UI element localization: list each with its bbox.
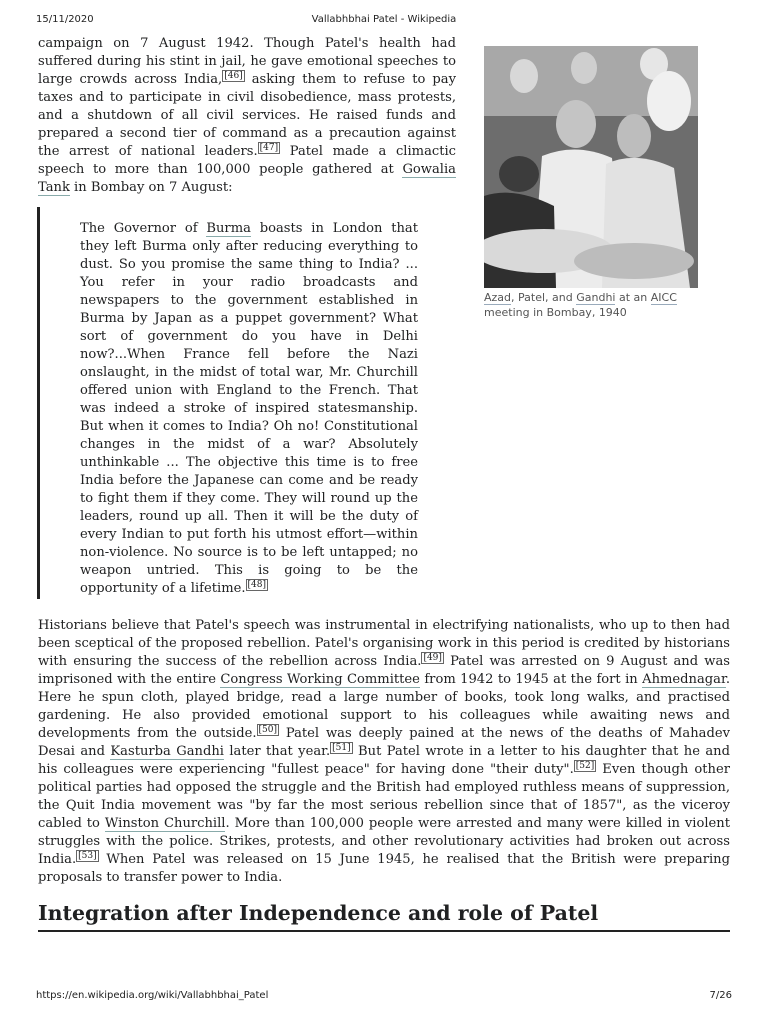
citation-52[interactable]: [52] (575, 760, 595, 771)
link-gowalia-tank[interactable]: Gowalia Tank (38, 162, 456, 195)
section-heading: Integration after Independence and role of Patel (38, 900, 730, 932)
speech-blockquote (37, 207, 420, 599)
photo-illustration (484, 46, 698, 288)
print-date: 15/11/2020 (36, 14, 94, 25)
text-run: Even though other political parties had opposed the struggle and the British had employed ruthless means of suppression, the Quit India movement was "by far the most serious rebellion since that of 1857", as the viceroy cabled to (38, 762, 730, 831)
link-congress-working-committee[interactable]: Congress Working Committee (220, 672, 420, 687)
text-run: in Bombay on 7 August: (69, 180, 233, 195)
citation-49[interactable]: [49] (423, 652, 442, 663)
text-run: at an (615, 291, 651, 304)
figure-caption (484, 290, 698, 320)
citation-47[interactable]: [47] (259, 142, 279, 153)
text-run: , Patel, and (511, 291, 577, 304)
print-url: https://en.wikipedia.org/wiki/Vallabhbhai_Patel (36, 990, 269, 1001)
text-run: Patel was deeply pained at the news of the deaths of Mahadev Desai and (38, 726, 730, 759)
text-run: later that year. (223, 744, 331, 759)
text-run: The Governor of (80, 221, 207, 236)
citation-53[interactable]: [53] (78, 850, 97, 861)
text-run: Historians believe that Patel's speech was instrumental in electrifying nationalists, who up to then had been sceptical of the proposed rebellion. Patel's organising work in this period is credited by historians with ensuring the success of the rebellion across India. (38, 618, 730, 669)
text-run: asking them to refuse to pay taxes and to participate in civil disobedience, mass protests, and a shutdown of all civil services. He raised funds and prepared a second tier of command as a precaution against the arrest of national leaders. (38, 72, 456, 159)
intro-paragraph (38, 35, 456, 197)
citation-51[interactable]: [51] (332, 742, 351, 753)
citation-50[interactable]: [50] (258, 724, 278, 735)
link-ahmednagar[interactable]: Ahmednagar (642, 672, 726, 687)
quote-text (80, 220, 418, 598)
print-header (36, 14, 732, 28)
link-azad[interactable]: Azad (484, 291, 512, 304)
link-gandhi[interactable]: Gandhi (576, 291, 616, 304)
link-kasturba-gandhi[interactable]: Kasturba Gandhi (110, 744, 224, 759)
text-run: campaign on 7 August 1942. Though Patel's health had suffered during his stint in jail, he gave emotional speeches to large crowds across India, (38, 36, 456, 87)
photo-patel-gandhi-azad[interactable] (484, 46, 698, 288)
text-run: . Here he spun cloth, played bridge, read a large number of books, took long walks, and practised gardening. He also provided emotional support to his colleagues while awaiting news and developments from the outside. (38, 672, 730, 741)
print-title: Vallabhbhai Patel - Wikipedia (311, 14, 457, 25)
link-aicc[interactable]: AICC (650, 291, 677, 304)
print-page-number: 7/26 (709, 990, 732, 1001)
link-winston-churchill[interactable]: Winston Churchill (104, 816, 226, 831)
text-run: But Patel wrote in a letter to his daughter that he and his colleagues were experiencing "fullest peace" for having done "their duty". (38, 744, 730, 777)
text-run: . More than 100,000 people were arrested and many were killed in violent struggles with the police. Strikes, protests, and other revolutionary activities had broken out across India. (38, 816, 730, 867)
text-run: When Patel was released on 15 June 1945, he realised that the British were preparing proposals to transfer power to India. (38, 852, 730, 885)
text-run: meeting in Bombay, 1940 (484, 306, 627, 319)
text-run: boasts in London that they left Burma only after reducing everything to dust. So you promise the same thing to India? ... You refer in your radio broadcasts and newspapers to the government established in Burma by Japan as a puppet government? What sort of government do you have in Delhi now?...When France fell before the Nazi onslaught, in the midst of total war, Mr. Churchill offered union with England to the French. That was indeed a stroke of inspired statesmanship. But when it comes to India? Oh no! Constitutional changes in the midst of a war? Absolutely unthinkable ... The objective this time is to free India before the Japanese can come and be ready to fight them if they come. They will round up the leaders, round up all. Then it will be the duty of every Indian to put forth his utmost effort—within non-violence. No source is to be left untapped; no weapon untried. This is going to be the opportunity of a lifetime. (80, 221, 418, 596)
citation-48[interactable]: [48] (247, 579, 267, 590)
thumbnail-figure (484, 46, 698, 320)
text-run: from 1942 to 1945 at the fort in (419, 672, 643, 687)
text-run: Patel was arrested on 9 August and was imprisoned with the entire (38, 654, 730, 687)
print-footer (36, 990, 732, 1004)
link-burma[interactable]: Burma (206, 221, 251, 236)
text-run: Patel made a climactic speech to more than 100,000 people gathered at (38, 144, 456, 177)
body-paragraph (38, 617, 730, 887)
citation-46[interactable]: [46] (224, 70, 243, 81)
